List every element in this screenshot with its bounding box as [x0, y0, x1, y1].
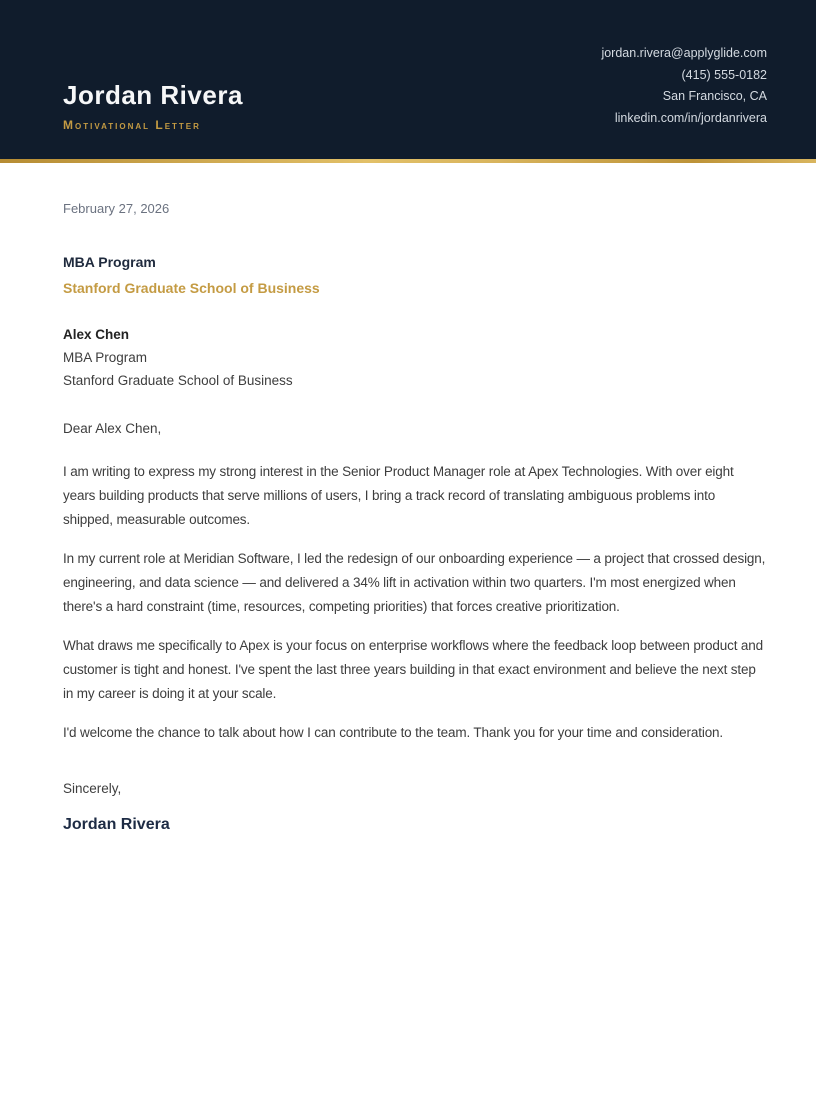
letter-paragraphs: [63, 460, 768, 745]
body-paragraph-4: I'd welcome the chance to talk about how I can contribute to the team. Thank you for your time and consideration.: [63, 725, 724, 740]
body-paragraph-2: In my current role at Meridian Software, I led the redesign of our onboarding experience — a project that crossed design, engineering, and data science — and delivered a 34% lift in activation within two quarters. I'm most energized when there's a hard constraint (time, resources, competing priorities) that forces creative prioritization.: [63, 551, 766, 614]
salutation: Dear Alex Chen,: [63, 421, 162, 436]
contact-block: [601, 0, 767, 159]
recipient-heading-school: Stanford Graduate School of Business: [63, 280, 320, 296]
body-paragraph-3: What draws me specifically to Apex is your focus on enterprise workflows where the feedback loop between product and customer is tight and honest. I've spent the last three years building in that exact environment and believe the next step in my career is doing it at your scale.: [63, 638, 763, 701]
recipient-heading-program: MBA Program: [63, 254, 156, 270]
recipient-heading: [63, 254, 768, 296]
header-identity: [63, 0, 243, 159]
contact-location: San Francisco, CA: [662, 89, 767, 103]
contact-phone: (415) 555-0182: [681, 67, 767, 82]
recipient-program: MBA Program: [63, 350, 148, 365]
letter-body: [0, 163, 816, 837]
letter-date: February 27, 2026: [63, 201, 170, 216]
body-paragraph-1: I am writing to express my strong interest in the Senior Product Manager role at Apex Technologies. With over eight years building products that serve millions of users, I bring a track record of translating ambiguous problems into shipped, measurable outcomes.: [63, 464, 734, 527]
signature: Jordan Rivera: [63, 816, 170, 833]
letter-header: [0, 0, 816, 159]
page-title: Jordan Rivera: [63, 80, 243, 111]
recipient-name: Alex Chen: [63, 327, 130, 342]
contact-email: jordan.rivera@applyglide.com: [601, 46, 767, 60]
document-subtitle: Motivational Letter: [63, 118, 201, 132]
recipient-school: Stanford Graduate School of Business: [63, 373, 293, 388]
closing: Sincerely,: [63, 781, 122, 796]
contact-linkedin: linkedin.com/in/jordanrivera: [614, 110, 767, 125]
recipient-block: [63, 323, 768, 392]
